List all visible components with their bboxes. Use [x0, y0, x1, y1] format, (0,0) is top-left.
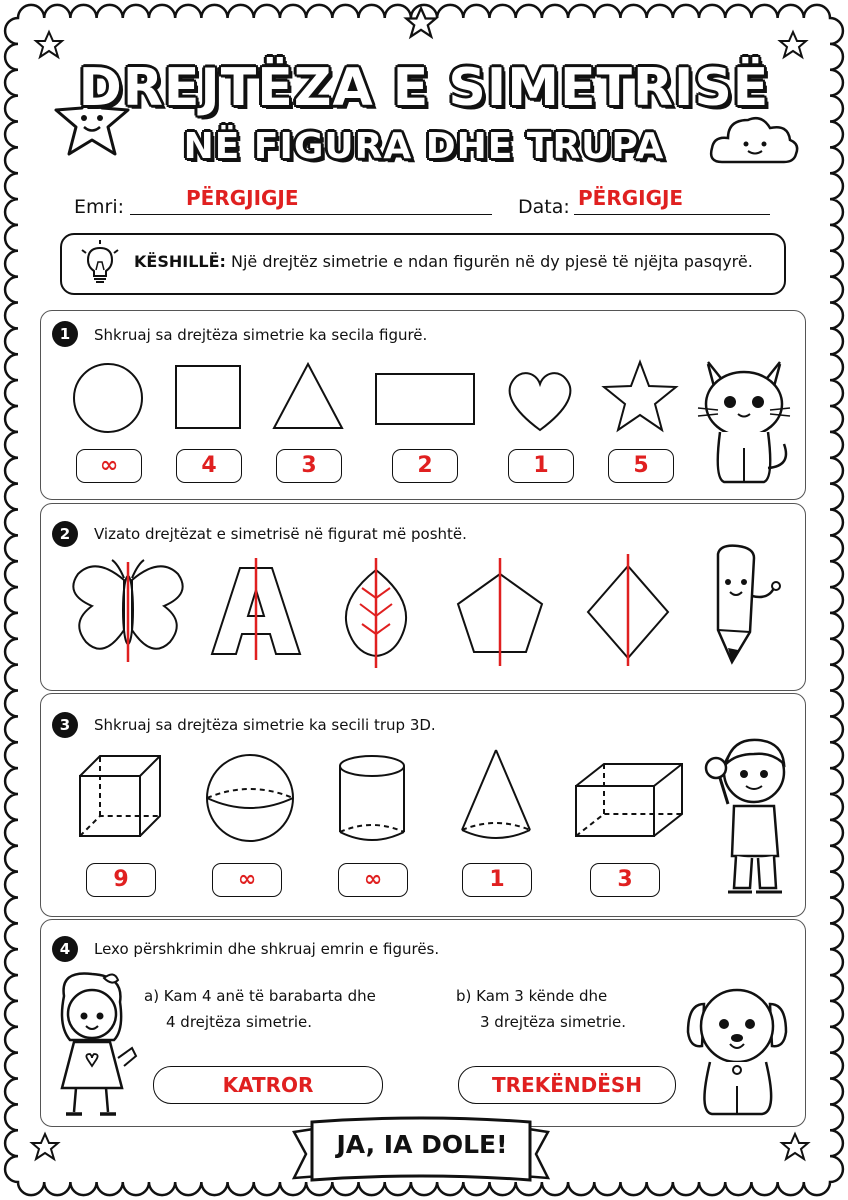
footer-banner-text: JA, IA DOLE!: [336, 1130, 508, 1159]
q1-answer-box[interactable]: 4: [176, 449, 242, 483]
puppy-mascot-icon: [682, 982, 792, 1118]
date-label: Data:: [518, 196, 570, 218]
q3-answer-box[interactable]: 9: [86, 863, 156, 897]
page-title: DREJTËZA E SIMETRISË: [78, 58, 770, 118]
question-4-number: 4: [52, 936, 78, 962]
name-label: Emri:: [74, 196, 125, 218]
cone-shape: [462, 750, 530, 838]
tip-label: KËSHILLË:: [134, 252, 226, 271]
question-2-text: Vizato drejtëzat e simetrisë në figurat më poshtë.: [94, 525, 467, 543]
question-1-number: 1: [52, 321, 78, 347]
tip-body: Një drejtëz simetrie e ndan figurën në dy pjesë të njëjta pasqyrë.: [231, 252, 753, 271]
question-1-text: Shkruaj sa drejtëza simetrie ka secila figurë.: [94, 326, 428, 344]
date-value: PËRGIGJE: [578, 186, 684, 210]
cylinder-shape: [340, 756, 404, 840]
q4-a-line2: 4 drejtëza simetrie.: [166, 1013, 313, 1031]
q4-b-line1: b) Kam 3 kënde dhe: [456, 987, 608, 1005]
q3-answer-box[interactable]: 3: [590, 863, 660, 897]
q1-answer-box[interactable]: ∞: [76, 449, 142, 483]
question-2-number: 2: [52, 521, 78, 547]
sphere-shape: [207, 755, 293, 841]
name-value: PËRGJIGJE: [186, 186, 299, 210]
question-3-text: Shkruaj sa drejtëza simetrie ka secili trup 3D.: [94, 716, 436, 734]
q4-a-answer[interactable]: KATROR: [153, 1066, 383, 1104]
girl-mascot-icon: [40, 970, 140, 1120]
q1-answer-box[interactable]: 2: [392, 449, 458, 483]
page-subtitle: NË FIGURA DHE TRUPA: [183, 126, 665, 167]
small-star-icon: [30, 1132, 60, 1162]
q4-b-line2: 3 drejtëza simetrie.: [480, 1013, 627, 1031]
q1-answer-box[interactable]: 1: [508, 449, 574, 483]
q3-answer-box[interactable]: ∞: [212, 863, 282, 897]
small-star-icon: [780, 1132, 810, 1162]
q1-answer-box[interactable]: 5: [608, 449, 674, 483]
q1-answer-box[interactable]: 3: [276, 449, 342, 483]
cube-shape: [80, 756, 160, 836]
q4-b-answer[interactable]: TREKËNDËSH: [458, 1066, 676, 1104]
question-3-number: 3: [52, 712, 78, 738]
q3-answer-box[interactable]: ∞: [338, 863, 408, 897]
boy-with-magnifier-icon: [702, 728, 798, 900]
cuboid-shape: [576, 764, 682, 836]
question-4-text: Lexo përshkrimin dhe shkruaj emrin e figurës.: [94, 940, 440, 958]
q4-a-line1: a) Kam 4 anë të barabarta dhe: [144, 987, 376, 1005]
q3-answer-box[interactable]: 1: [462, 863, 532, 897]
